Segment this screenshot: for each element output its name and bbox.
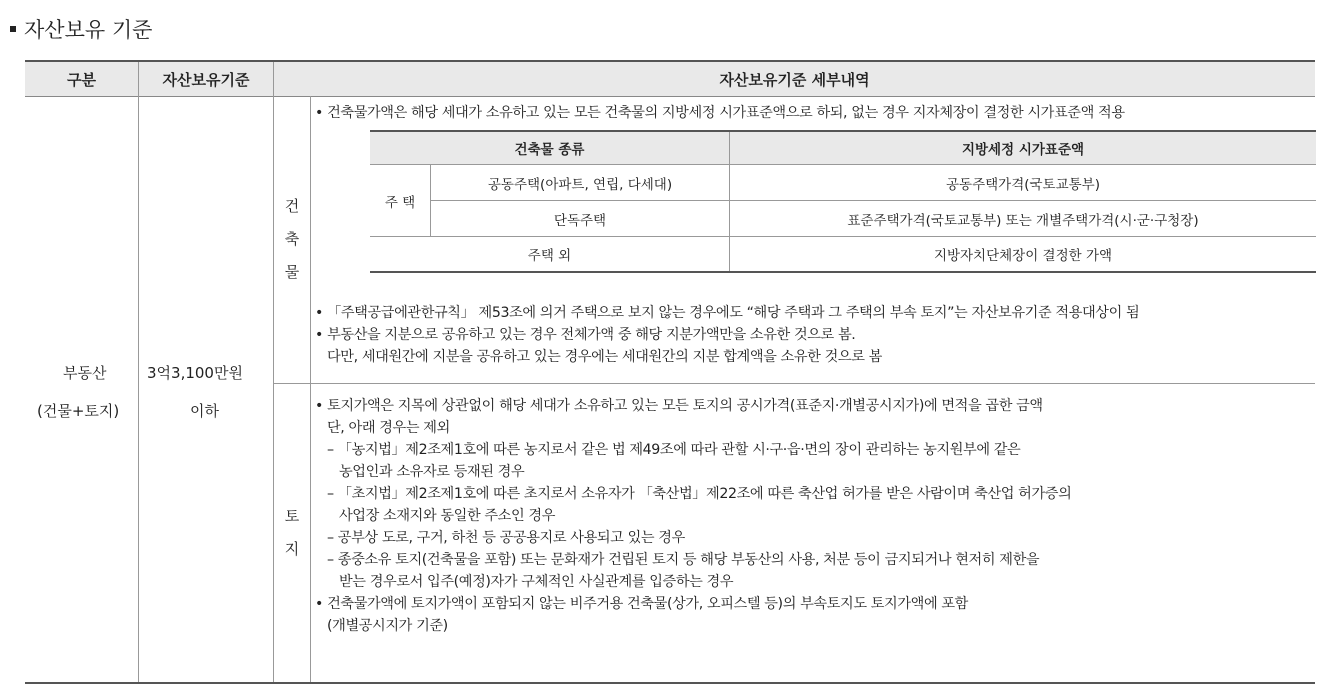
land-line: – 「초지법」제2조제1호에 따른 초지로서 소유자가 「축산법」제22조에 따른 축산업 허가를 받은 사람이며 축산업 허가증의	[327, 486, 1072, 502]
note-line: • 「주택공급에관한규칙」 제53조에 의거 주택으로 보지 않는 경우에도 “해당 주택과 그 주택의 부속 토지”는 자산보유기준 적용대상이 됨	[315, 305, 1140, 321]
standard-condition: 이하	[190, 402, 219, 420]
header-category: 구분	[25, 62, 138, 97]
section-title-text: 자산보유 기준	[24, 18, 153, 42]
note-line: • 부동산을 지분으로 공유하고 있는 경우 전체가액 중 해당 지분가액만을 소유한 것으로 봄.	[315, 327, 856, 343]
row-divider	[273, 383, 1315, 384]
column-divider	[273, 62, 274, 682]
category-sub-label: (건물+토지)	[37, 402, 120, 420]
housing-label: 주 택	[384, 194, 416, 211]
subtable-header-value: 지방세정 시가표준액	[730, 132, 1316, 165]
asset-criteria-table	[25, 60, 1315, 684]
subtable-bottom-border	[370, 271, 1316, 273]
land-line: • 토지가액은 지목에 상관없이 해당 세대가 소유하고 있는 모든 토지의 공시가격(표준지·개별공시지가)에 면적을 곱한 금액	[315, 398, 1043, 414]
land-label-char: 지	[284, 540, 300, 558]
bullet-icon	[10, 26, 16, 32]
subtable-value-cell: 지방자치단체장이 결정한 가액	[933, 248, 1113, 264]
note-line: 다만, 세대원간에 지분을 공유하고 있는 경우에는 세대원간의 지분 합계액을 소유한 것으로 봄	[327, 349, 882, 365]
table-bottom-border	[25, 682, 1315, 684]
land-line: 사업장 소재지와 동일한 주소인 경우	[339, 508, 556, 524]
subtable-type-cell: 공동주택(아파트, 연립, 다세대)	[487, 176, 673, 193]
land-line: – 종중소유 토지(건축물을 포함) 또는 문화재가 건립된 토지 등 해당 부동산의 사용, 처분 등이 금지되거나 현저히 제한을	[327, 552, 1040, 568]
category-label: 부동산	[63, 364, 107, 382]
land-line: (개별공시지가 기준)	[327, 618, 448, 634]
subtable-type-cell: 단독주택	[553, 212, 607, 229]
land-line: – 공부상 도로, 구거, 하천 등 공공용지로 사용되고 있는 경우	[327, 530, 685, 546]
building-label-char: 건	[284, 197, 300, 215]
land-label-char: 토	[284, 507, 300, 525]
land-line: • 건축물가액에 토지가액이 포함되지 않는 비주거용 건축물(상가, 오피스텔 등)의 부속토지도 토지가액에 포함	[315, 596, 968, 612]
building-label-char: 축	[284, 230, 300, 248]
building-price-table	[370, 130, 1316, 273]
land-content	[315, 395, 1071, 637]
building-label	[282, 190, 302, 289]
land-line: 농업인과 소유자로 등재된 경우	[339, 464, 525, 480]
header-standard: 자산보유기준	[139, 62, 273, 97]
land-line: 받는 경우로서 입주(예정)자가 구체적인 사실관계를 입증하는 경우	[339, 574, 734, 590]
land-label	[282, 500, 302, 566]
column-divider	[310, 96, 311, 682]
land-line: – 「농지법」제2조제1호에 따른 농지로서 같은 법 제49조에 따라 관할 시·구·읍·면의 장이 관리하는 농지원부에 같은	[327, 442, 1021, 458]
header-details: 자산보유기준 세부내역	[274, 62, 1315, 97]
building-intro: • 건축물가액은 해당 세대가 소유하고 있는 모든 건축물의 지방세정 시가표준액으로 하되, 없는 경우 지자체장이 결정한 시가표준액 적용	[315, 105, 1125, 121]
subtable-header-type: 건축물 종류	[370, 132, 729, 165]
subtable-type-cell: 주택 외	[527, 248, 572, 264]
section-title	[6, 14, 152, 44]
subtable-value-cell: 표준주택가격(국토교통부) 또는 개별주택가격(시·군·구청장)	[847, 212, 1199, 229]
building-notes	[315, 302, 1139, 368]
land-line: 단, 아래 경우는 제외	[327, 420, 450, 436]
building-label-char: 물	[284, 263, 300, 281]
subtable-value-cell: 공동주택가격(국토교통부)	[946, 176, 1100, 193]
column-divider	[138, 62, 139, 682]
standard-amount: 3억3,100만원	[147, 364, 243, 382]
